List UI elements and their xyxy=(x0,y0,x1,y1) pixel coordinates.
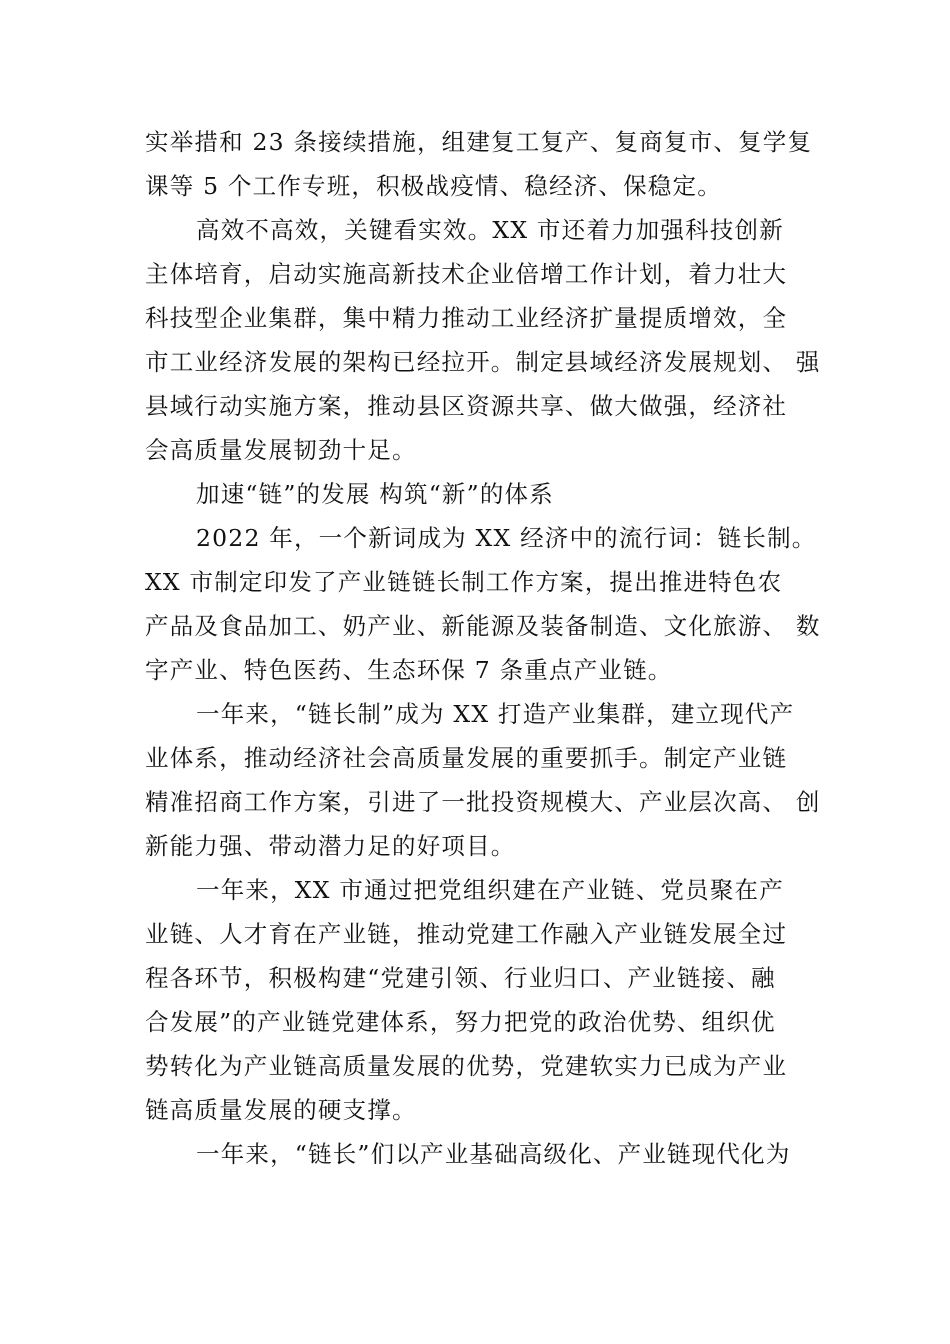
text-line: 课等 5 个工作专班，积极战疫情、稳经济、保稳定。 xyxy=(145,172,722,200)
text-line: 精准招商工作方案，引进了一批投资规模大、产业层次高、 创 xyxy=(145,788,821,816)
text-line: 势转化为产业链高质量发展的优势，党建软实力已成为产业 xyxy=(145,1052,788,1080)
paragraph-start-line: 2022 年，一个新词成为 XX 经济中的流行词：链长制。 xyxy=(196,524,817,552)
text-line: 市工业经济发展的架构已经拉开。制定县域经济发展规划、 强 xyxy=(145,348,821,376)
text-line: 科技型企业集群，集中精力推动工业经济扩量提质增效，全 xyxy=(145,304,788,332)
text-line: 链高质量发展的硬支撑。 xyxy=(145,1096,417,1124)
text-line: 字产业、特色医药、生态环保 7 条重点产业链。 xyxy=(145,656,673,684)
text-line: XX 市制定印发了产业链链长制工作方案，提出推进特色农 xyxy=(145,568,783,596)
text-line: 产品及食品加工、奶产业、新能源及装备制造、文化旅游、 数 xyxy=(145,612,821,640)
section-heading: 加速“链”的发展 构筑“新”的体系 xyxy=(196,480,554,508)
paragraph-start-line: 一年来，XX 市通过把党组织建在产业链、党员聚在产 xyxy=(196,876,784,904)
text-line: 程各环节，积极构建“党建引领、行业归口、产业链接、融 xyxy=(145,964,776,992)
paragraph-start-line: 高效不高效，关键看实效。XX 市还着力加强科技创新 xyxy=(196,216,784,244)
text-line: 实举措和 23 条接续措施，组建复工复产、复商复市、复学复 xyxy=(145,128,813,156)
text-line: 新能力强、带动潜力足的好项目。 xyxy=(145,832,516,860)
text-line: 合发展”的产业链党建体系，努力把党的政治优势、组织优 xyxy=(145,1008,776,1036)
text-line: 业体系，推动经济社会高质量发展的重要抓手。制定产业链 xyxy=(145,744,788,772)
text-line: 主体培育，启动实施高新技术企业倍增工作计划，着力壮大 xyxy=(145,260,788,288)
text-line: 会高质量发展韧劲十足。 xyxy=(145,436,417,464)
text-line: 业链、人才育在产业链，推动党建工作融入产业链发展全过 xyxy=(145,920,788,948)
paragraph-start-line: 一年来，“链长”们以产业基础高级化、产业链现代化为 xyxy=(196,1140,791,1168)
paragraph-start-line: 一年来，“链长制”成为 XX 打造产业集群，建立现代产 xyxy=(196,700,795,728)
text-line: 县域行动实施方案，推动县区资源共享、做大做强，经济社 xyxy=(145,392,788,420)
